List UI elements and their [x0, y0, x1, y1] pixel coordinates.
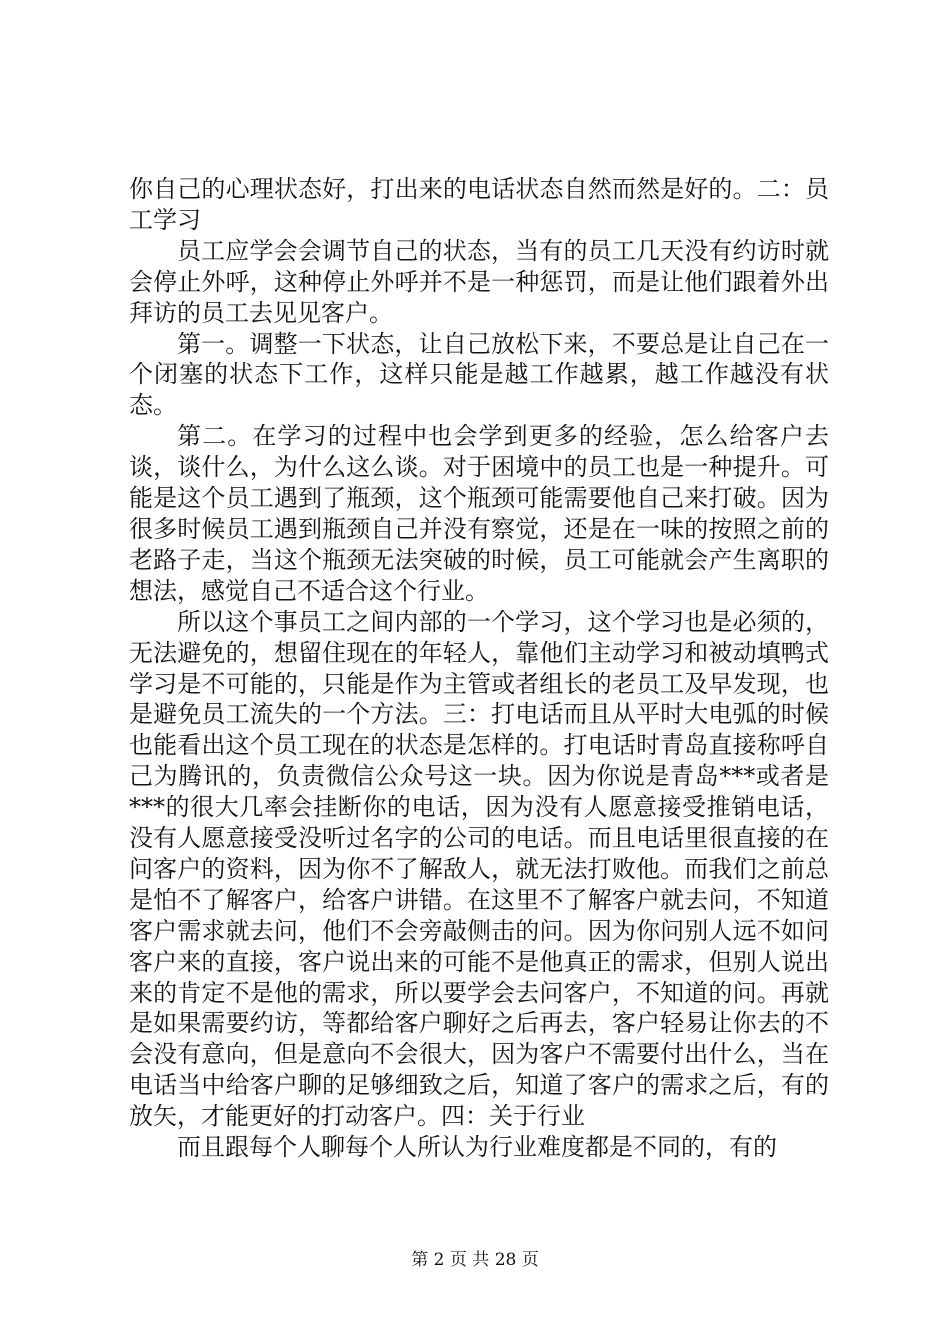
paragraph-4: 第二。在学习的过程中也会学到更多的经验，怎么给客户去谈，谈什么，为什么这么谈。对于困境中的员工也是一种提升。可能是这个员工遇到了瓶颈，这个瓶颈可能需要他自己来打破。因为很多时候员工遇到瓶颈自己并没有察觉，还是在一味的按照之前的老路子走，当这个瓶颈无法突破的时候，员工可能就会产生离职的想法，感觉自己不适合这个行业。	[129, 422, 829, 605]
page-number-footer: 第 2 页 共 28 页	[411, 1250, 539, 1270]
paragraph-3: 第一。调整一下状态，让自己放松下来，不要总是让自己在一个闭塞的状态下工作，这样只能是越工作越累，越工作越没有状态。	[129, 329, 829, 420]
paragraph-1: 你自己的心理状态好，打出来的电话状态自然而然是好的。二：员工学习	[129, 175, 829, 234]
paragraph-6: 而且跟每个人聊每个人所认为行业难度都是不同的，有的	[177, 1133, 777, 1162]
document-body	[129, 174, 829, 1163]
paragraph-5: 所以这个事员工之间内部的一个学习，这个学习也是必须的，无法避免的，想留住现在的年轻人，靠他们主动学习和被动填鸭式学习是不可能的，只能是作为主管或者组长的老员工及早发现，也是避免员工流失的一个方法。三：打电话而且从平时大电弧的时候也能看出这个员工现在的状态是怎样的。打电话时青岛直接称呼自己为腾讯的，负责微信公众号这一块。因为你说是青岛***或者是***的很大几率会挂断你的电话，因为没有人愿意接受推销电话，没有人愿意接受没听过名字的公司的电话。而且电话里很直接的在问客户的资料，因为你不了解敌人，就无法打败他。而我们之前总是怕不了解客户，给客户讲错。在这里不了解客户就去问，不知道客户需求就去问，他们不会旁敲侧击的问。因为你问别人远不如问客户来的直接，客户说出来的可能不是他真正的需求，但别人说出来的肯定不是他的需求，所以要学会去问客户，不知道的问。再就是如果需要约访，等都给客户聊好之后再去，客户轻易让你去的不会没有意向，但是意向不会很大，因为客户不需要付出什么，当在电话当中给客户聊的足够细致之后，知道了客户的需求之后，有的放矢，才能更好的打动客户。四：关于行业	[129, 607, 829, 1131]
paragraph-2: 员工应学会会调节自己的状态，当有的员工几天没有约访时就会停止外呼，这种停止外呼并不是一种惩罚，而是让他们跟着外出拜访的员工去见见客户。	[129, 236, 829, 327]
